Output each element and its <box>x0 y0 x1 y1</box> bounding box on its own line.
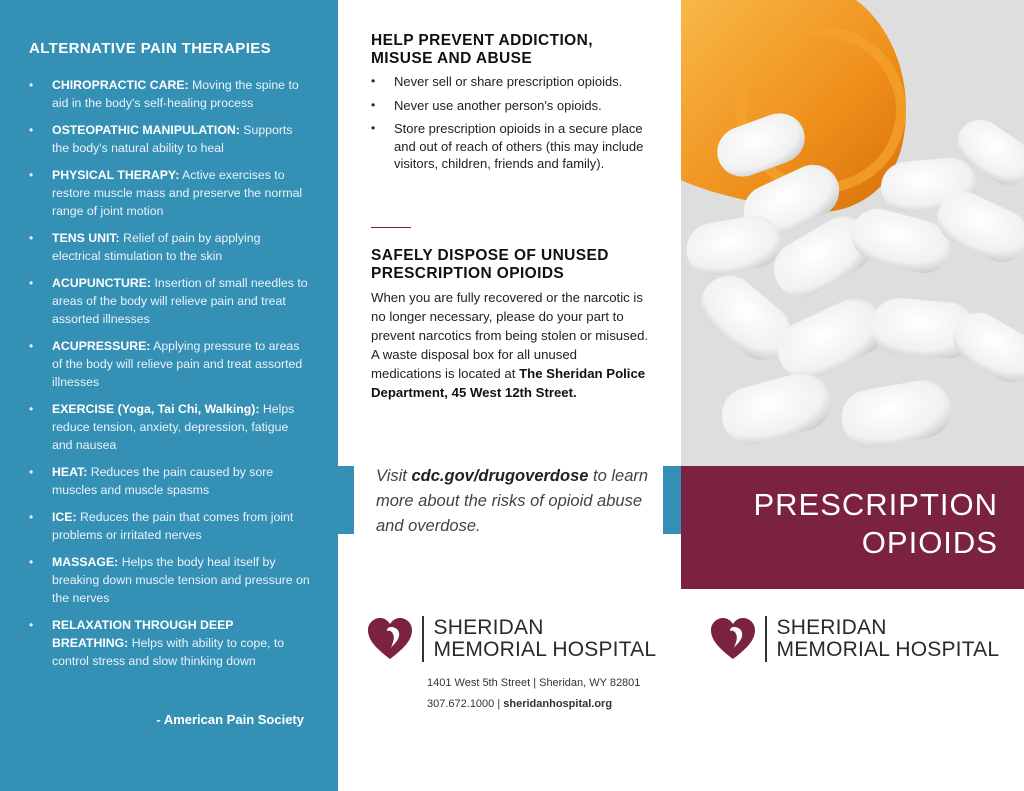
visit-prefix: Visit <box>376 467 412 485</box>
pills-bottle-image <box>681 0 1024 466</box>
logo-separator <box>765 616 767 662</box>
logo-line1: SHERIDAN <box>776 616 887 639</box>
phone-number: 307.672.1000 | <box>427 698 504 710</box>
prevent-item <box>371 97 646 115</box>
accent-tab-right <box>663 466 681 534</box>
brochure-title: PRESCRIPTION OPIOIDS <box>753 487 998 560</box>
title-band <box>681 466 1024 589</box>
therapy-name: ICE: <box>52 510 77 524</box>
cdc-callout <box>376 464 656 539</box>
therapy-desc: Helps the body heal itself by breaking down muscle tension and pressure on the nerves <box>52 555 310 605</box>
therapy-name: CHIROPRACTIC CARE: <box>52 78 189 92</box>
therapy-desc: Reduces the pain caused by sore muscles and muscle spasms <box>52 465 274 497</box>
therapy-desc: Relief of pain by applying electrical stimulation to the skin <box>52 231 261 263</box>
logo-line2: MEMORIAL HOSPITAL <box>776 638 1000 661</box>
therapy-desc: Reduces the pain that comes from joint problems or irritated nerves <box>52 510 294 542</box>
therapies-list <box>0 76 338 679</box>
dispose-heading <box>371 247 609 283</box>
dispose-location: The Sheridan Police Department, 45 West 12th Street. <box>371 366 646 400</box>
prevent-heading <box>371 32 593 68</box>
dispose-heading-line1: SAFELY DISPOSE OF UNUSED <box>371 247 609 264</box>
heart-logo-icon <box>366 615 414 663</box>
bullet: • <box>371 97 376 112</box>
hospital-logo-middle <box>366 615 656 663</box>
prevent-item-text: Never use another person's opioids. <box>394 97 602 113</box>
visit-suffix: to learn more about the risks of opioid abuse and overdose. <box>376 467 649 535</box>
therapy-item <box>0 400 338 454</box>
therapy-desc: Active exercises to restore muscle mass and preserve the normal range of joint motion <box>52 168 303 218</box>
therapy-name: PHYSICAL THERAPY: <box>52 168 180 182</box>
therapy-item <box>0 337 338 391</box>
therapy-desc: Applying pressure to areas of the body will relieve pain and treat assorted illnesses <box>52 339 303 389</box>
logo-text <box>434 617 657 661</box>
bullet: • <box>29 123 34 137</box>
logo-line2: MEMORIAL HOSPITAL <box>433 638 657 661</box>
bullet: • <box>29 276 34 290</box>
contact-line <box>427 698 612 710</box>
alternative-therapies-panel <box>0 0 338 791</box>
section-divider <box>371 227 411 228</box>
bullet: • <box>29 231 34 245</box>
therapy-desc: Helps with ability to cope, to control stress and slow thinking down <box>52 636 285 668</box>
therapy-name: RELAXATION THROUGH DEEP BREATHING: <box>52 618 234 650</box>
prevent-item-text: Store prescription opioids in a secure place and out of reach of others (this may include visitors, children, friends and family). <box>394 121 644 171</box>
bullet: • <box>29 339 34 353</box>
therapy-name: MASSAGE: <box>52 555 119 569</box>
therapy-item <box>0 616 338 670</box>
hospital-logo-right <box>709 615 999 663</box>
therapy-desc: Supports the body's natural ability to heal <box>52 123 293 155</box>
therapy-item <box>0 229 338 265</box>
bullet: • <box>29 618 34 632</box>
address: 1401 West 5th Street | Sheridan, WY 82801 <box>427 677 641 689</box>
therapy-name: ACUPRESSURE: <box>52 339 151 353</box>
accent-tab-left <box>338 466 354 534</box>
middle-panel <box>338 0 681 791</box>
bullet: • <box>29 78 34 92</box>
therapy-item <box>0 121 338 157</box>
bullet: • <box>29 510 34 524</box>
bullet: • <box>29 465 34 479</box>
prevent-item <box>371 73 646 91</box>
therapy-name: OSTEOPATHIC MANIPULATION: <box>52 123 240 137</box>
prevent-item-text: Never sell or share prescription opioids. <box>394 74 623 89</box>
therapy-item <box>0 76 338 112</box>
bullet: • <box>29 168 34 182</box>
bullet: • <box>371 74 376 88</box>
prevent-heading-line1: HELP PREVENT ADDICTION, <box>371 32 593 49</box>
therapy-desc: Moving the spine to aid in the body's self-healing process <box>52 78 299 110</box>
logo-text <box>777 617 1000 661</box>
therapy-name: HEAT: <box>52 465 88 479</box>
attribution: - American Pain Society <box>156 712 304 727</box>
therapy-desc: Insertion of small needles to areas of the body will relieve pain and treat assorted illnesses <box>52 276 308 326</box>
pills-illustration <box>681 0 1024 466</box>
dispose-text: When you are fully recovered or the narcotic is no longer necessary, please do your part to prevent narcotics from being stolen or misused. A waste disposal box for all unused medications is located at <box>371 290 649 381</box>
therapy-name: TENS UNIT: <box>52 231 120 245</box>
therapy-item <box>0 274 338 328</box>
prevent-list <box>371 73 646 179</box>
therapy-name: ACUPUNCTURE: <box>52 276 152 290</box>
prevent-item <box>371 120 646 173</box>
therapy-desc: Helps reduce tension, anxiety, depression, fatigue and nausea <box>52 402 295 452</box>
dispose-paragraph <box>371 288 651 402</box>
prevent-heading-line2: MISUSE AND ABUSE <box>371 50 533 67</box>
dispose-heading-line2: PRESCRIPTION OPIOIDS <box>371 265 565 282</box>
website-link[interactable]: sheridanhospital.org <box>503 698 613 710</box>
therapy-item <box>0 553 338 607</box>
heart-logo-icon <box>709 615 757 663</box>
therapies-heading: ALTERNATIVE PAIN THERAPIES <box>29 40 272 57</box>
therapy-item <box>0 508 338 544</box>
logo-separator <box>422 616 424 662</box>
logo-line1: SHERIDAN <box>433 616 544 639</box>
therapy-item <box>0 463 338 499</box>
therapy-name: EXERCISE (Yoga, Tai Chi, Walking): <box>52 402 260 416</box>
therapy-item <box>0 166 338 220</box>
bullet: • <box>29 402 34 416</box>
bullet: • <box>371 121 376 135</box>
cdc-link[interactable]: cdc.gov/drugoverdose <box>411 467 589 485</box>
bullet: • <box>29 555 34 569</box>
